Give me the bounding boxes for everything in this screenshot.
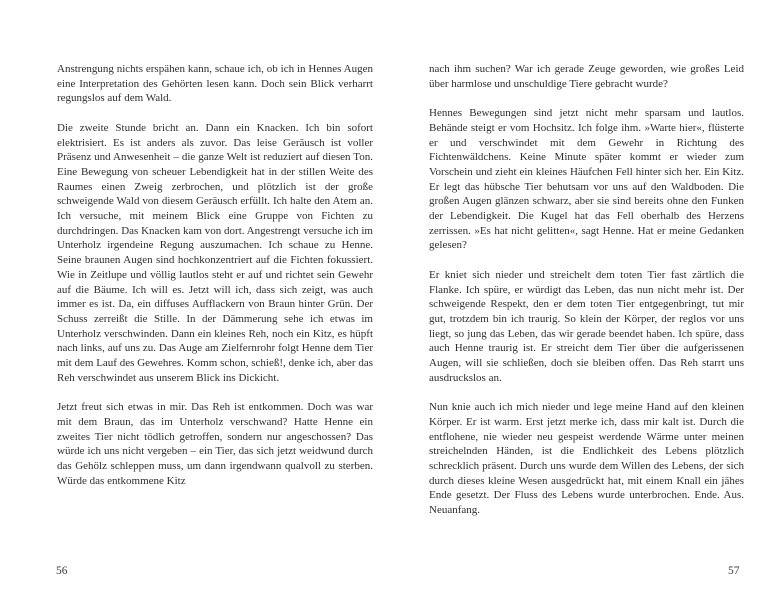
paragraph: Anstrengung nichts erspähen kann, schaue ich, ob ich in Hennes Augen eine Interpretation des Gehörten lesen kann. Doch sein Blick verharrt regungslos auf dem Wald.: [57, 63, 373, 105]
right-page-text: [429, 62, 744, 518]
paragraph: nach ihm suchen? War ich gerade Zeuge geworden, wie großes Leid über harmlose und unschuldige Tiere gebracht wurde?: [429, 63, 744, 90]
paragraph: Er kniet sich nieder und streichelt dem toten Tier fast zärtlich die Flanke. Ich spüre, er würdigt das Leben, das nun nicht mehr ist. Der schweigende Respekt, den er dem toten Tier entgegenbringt, tut mir gut, trotzdem bin ich traurig. So klein der Körper, der reglos vor uns liegt, so jung das Leben, das wir gerade beendet haben. Ich spüre, dass auch Henne traurig ist. Er streicht dem Tier über die aufgerissenen Augen, will sie schließen, doch sie bleiben offen. Das Reh starrt uns ausdruckslos an.: [429, 268, 744, 384]
right-page-number: 57: [728, 565, 740, 577]
paragraph: Jetzt freut sich etwas in mir. Das Reh ist entkommen. Doch was war mit dem Braun, das im Unterholz verschwand? Hatte Henne ein zweites Tier nicht tödlich getroffen, sondern nur angeschossen? Das würde ich uns nicht vergeben – ein Tier, das sich jetzt weidwund durch das Gehölz schleppen muss, um dann irgendwann qualvoll zu sterben. Würde das entkommene Kitz: [57, 401, 373, 487]
paragraph: Die zweite Stunde bricht an. Dann ein Knacken. Ich bin sofort elektrisiert. Es ist anders als zuvor. Das leise Geräusch ist voller Präsenz und Anwesenheit – die ganze Welt ist reduziert auf diesen Ton. Eine Bewegung von scheuer Lebendigkeit hat in der stillen Weite des Raumes einen Zweig zerbrochen, und plötzlich ist der große schweigende Wald von diesem Geräusch erfüllt. Ich halte den Atem an. Ich versuche, mit meinem Blick eine Gruppe von Fichten zu durchdringen. Das Knacken kam von dort. Angestrengt versuche ich im Unterholz irgendeine Regung auszumachen. Ich schaue zu Henne. Seine braunen Augen sind hochkonzentriert auf die Fichten fokussiert. Wie in Zeitlupe und völlig lautlos steht er auf und richtet sein Gewehr auf die Bäume. Ich will es. Jetzt will ich, dass sich zeigt, was auch immer es ist. Da, ein diffuses Aufflackern von Braun hinter Grün. Der Schuss zerreißt die Stille. In der Dämmerung sehe ich etwas im Unterholz verschwinden. Dann ein kleines Reh, noch ein Kitz, es hüpft nach links, auf uns zu. Das Auge am Zielfernrohr folgt Henne dem Tier mit dem Lauf des Gewehres. Komm schon, schieß!, denke ich, aber das Reh verschwindet aus unserem Blick ins Dickicht.: [57, 121, 373, 384]
left-page-text: [57, 62, 373, 488]
left-page-number: 56: [56, 565, 68, 577]
paragraph: Hennes Bewegungen sind jetzt nicht mehr sparsam und lautlos. Behände steigt er vom Hochsitz. Ich folge ihm. »Warte hier«, flüsterte er und verschwindet mit dem Gewehr in Richtung des Fichtenwäldchens. Keine Minute später kommt er wieder zum Vorschein und zieht ein kleines Häufchen Fell hinter sich her. Ein Kitz. Er legt das hübsche Tier behutsam vor uns auf den Waldboden. Die großen Augen glänzen schwarz, aber sie sind bereits ohne den Funken der Lebendigkeit. Die Kugel hat das Fell oberhalb des Herzens zerrissen. »Es hat nicht gelitten«, sagt Henne. Hat er meine Gedanken gelesen?: [429, 107, 744, 252]
paragraph: Nun knie auch ich mich nieder und lege meine Hand auf den kleinen Körper. Er ist warm. Erst jetzt merke ich, dass mir kalt ist. Durch die entflohene, nie wieder neu gespeist werdende Wärme unter meinen streichelnden Händen, ist die Endlichkeit des Lebens plötzlich schrecklich präsent. Durch uns wurde dem Willen des Lebens, der sich durch dieses kleine Wesen ausgedrückt hat, mit einem Knall ein jähes Ende gesetzt. Der Fluss des Lebens wurde unterbrochen. Ende. Aus. Neuanfang.: [429, 401, 744, 517]
